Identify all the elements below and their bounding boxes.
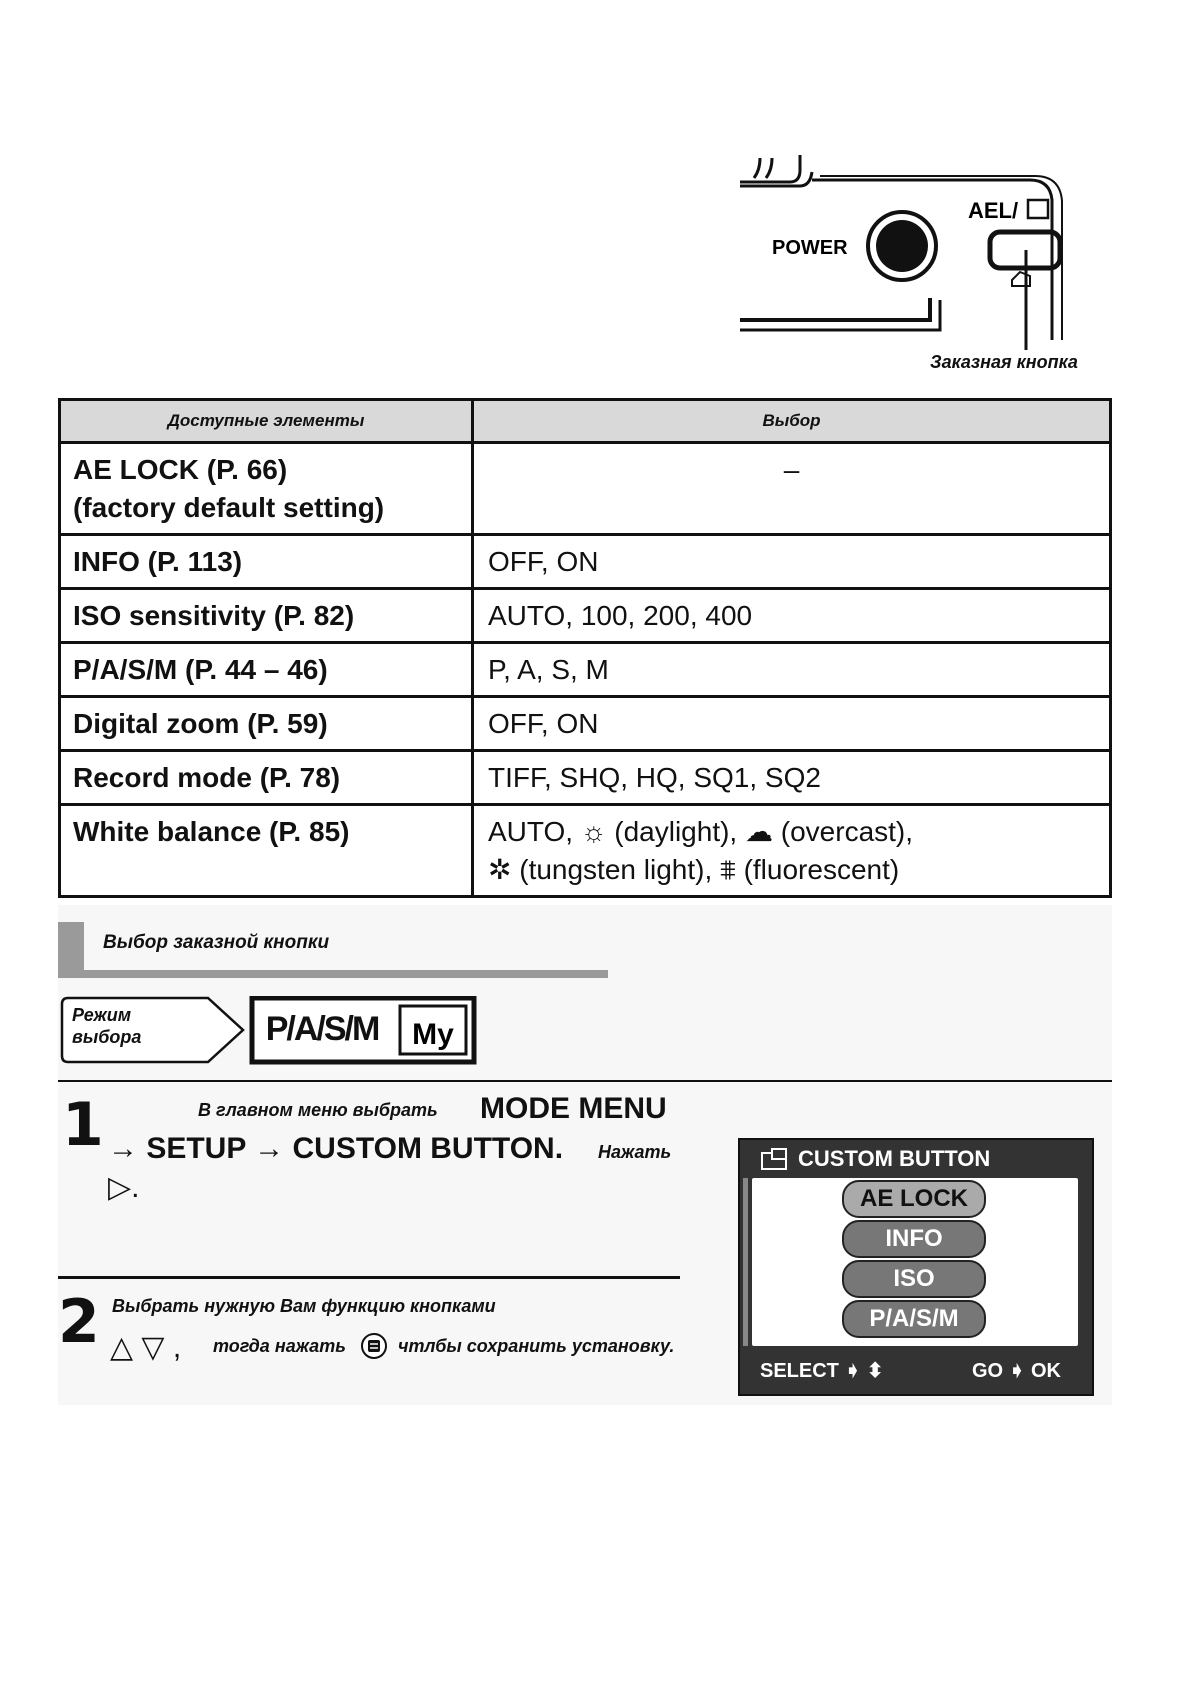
custom-button-table xyxy=(58,398,1112,898)
lcd-title-text: CUSTOM BUTTON xyxy=(798,1146,991,1171)
divider xyxy=(58,1276,680,1279)
table-row xyxy=(60,697,1111,751)
step2-press: тогда нажать xyxy=(213,1336,346,1356)
ok-button-icon xyxy=(360,1332,388,1360)
section-marker xyxy=(58,922,84,972)
table-row xyxy=(60,443,1111,535)
lcd-item-iso[interactable]: ISO xyxy=(842,1260,986,1298)
power-label: POWER xyxy=(772,237,848,259)
row-value: – xyxy=(783,454,800,485)
lcd-item-pasm[interactable]: P/A/S/M xyxy=(842,1300,986,1338)
row-item: White balance (P. 85) xyxy=(73,816,350,847)
section-underline xyxy=(58,970,608,978)
camera-caption: Заказная кнопка xyxy=(930,352,1078,372)
row-value: AUTO, 100, 200, 400 xyxy=(488,600,753,631)
table-header-items: Доступные элементы xyxy=(60,400,473,443)
row-item-note: (factory default setting) xyxy=(73,492,385,523)
row-item: INFO (P. 113) xyxy=(73,546,243,577)
custom-button-menu-icon xyxy=(760,1147,790,1171)
row-item: P/A/S/M (P. 44 – 46) xyxy=(73,654,328,685)
right-arrow-icon: ▷. xyxy=(108,1171,140,1204)
table-row xyxy=(60,535,1111,589)
table-row xyxy=(60,589,1111,643)
camera-illustration xyxy=(730,150,1110,380)
row-value: P, A, S, M xyxy=(488,654,609,685)
step2-save: чтлбы сохранить установку. xyxy=(398,1336,675,1356)
row-value-2: ✲ (tungsten light), ⩨ (fluorescent) xyxy=(488,854,900,885)
row-value: OFF, ON xyxy=(488,546,599,577)
section-title: Выбор заказной кнопки xyxy=(103,932,330,953)
table-row xyxy=(60,643,1111,697)
row-value: OFF, ON xyxy=(488,708,599,739)
row-item: AE LOCK (P. 66) xyxy=(73,454,288,485)
row-value: AUTO, ☼ (daylight), ☁ (overcast), xyxy=(488,816,914,847)
table-header-choice: Выбор xyxy=(473,400,1111,443)
step1-menu: MODE MENU xyxy=(480,1092,667,1125)
lcd-footer-go: GO ➧ OK xyxy=(972,1360,1061,1382)
step-number: 2 xyxy=(58,1287,100,1357)
step-number: 1 xyxy=(62,1090,104,1160)
lcd-item-ae-lock[interactable]: AE LOCK xyxy=(842,1180,986,1218)
mode-pasm-icon: P/A/S/M xyxy=(265,1009,379,1048)
lcd-title xyxy=(760,1146,990,1172)
divider xyxy=(58,1080,1112,1082)
step1-path: → SETUP → CUSTOM BUTTON. xyxy=(108,1132,564,1165)
up-down-arrows-icon: △ ▽ , xyxy=(110,1331,182,1364)
step2-text: Выбрать нужную Вам функцию кнопками xyxy=(112,1296,496,1316)
row-item: Digital zoom (P. 59) xyxy=(73,708,328,739)
mode-label: выбора xyxy=(72,1027,142,1047)
step1-text: В главном меню выбрать xyxy=(198,1100,438,1120)
table-row xyxy=(60,751,1111,805)
row-value: TIFF, SHQ, HQ, SQ1, SQ2 xyxy=(488,762,821,793)
table-row xyxy=(60,805,1111,897)
lcd-scrollbar xyxy=(743,1178,748,1346)
step1-press: Нажать xyxy=(598,1142,672,1162)
mode-label: Режим xyxy=(72,1005,132,1025)
lcd-footer-select: SELECT ➧ ⬍ xyxy=(760,1360,884,1382)
row-item: ISO sensitivity (P. 82) xyxy=(73,600,355,631)
ael-label: AEL/ xyxy=(968,198,1019,223)
lcd-item-info[interactable]: INFO xyxy=(842,1220,986,1258)
row-item: Record mode (P. 78) xyxy=(73,762,341,793)
my-mode-icon: My xyxy=(412,1018,454,1051)
